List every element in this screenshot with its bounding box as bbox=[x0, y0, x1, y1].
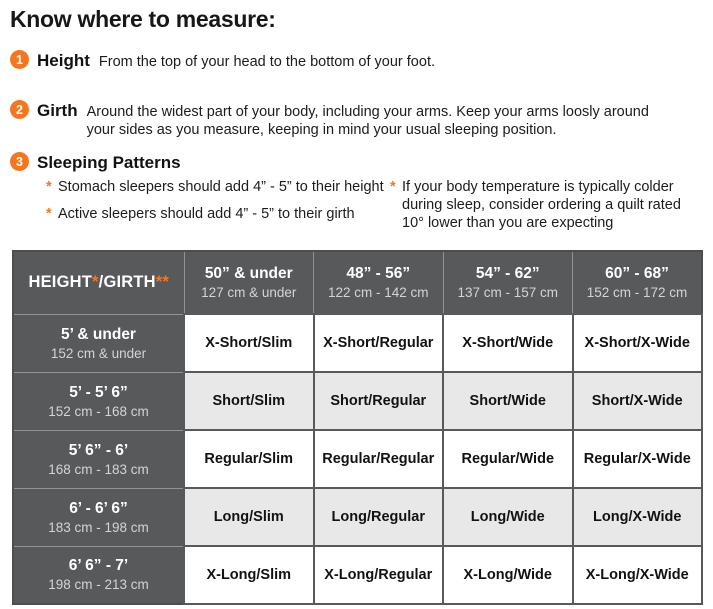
corner-divider: / bbox=[98, 273, 104, 292]
size-cell: Regular/Regular bbox=[314, 430, 444, 488]
girth-col-cm: 152 cm - 172 cm bbox=[586, 285, 688, 300]
size-cell: X-Short/X-Wide bbox=[573, 314, 703, 372]
girth-column-header bbox=[573, 251, 703, 314]
height-row-cm: 152 cm - 168 cm bbox=[48, 403, 149, 419]
height-row-header bbox=[13, 546, 184, 604]
size-cell: Short/Wide bbox=[443, 372, 573, 430]
bullet-stomach-sleepers bbox=[46, 178, 384, 196]
sleeping-patterns-bullets-right bbox=[390, 178, 706, 232]
size-cell: X-Short/Wide bbox=[443, 314, 573, 372]
size-cell: X-Long/X-Wide bbox=[573, 546, 703, 604]
bullet-body-temperature bbox=[390, 178, 706, 232]
bullet-active-sleepers-text: Active sleepers should add 4” - 5” to their girth bbox=[58, 206, 355, 222]
size-cell: Long/Wide bbox=[443, 488, 573, 546]
girth-col-inches: 54” - 62” bbox=[475, 265, 540, 282]
size-chart-row bbox=[13, 488, 702, 546]
height-row-inches: 5’ - 5’ 6” bbox=[69, 383, 128, 401]
girth-col-inches: 60” - 68” bbox=[605, 265, 669, 282]
height-row-header bbox=[13, 488, 184, 546]
size-chart-row bbox=[13, 430, 702, 488]
size-chart-row bbox=[13, 372, 702, 430]
girth-column-header bbox=[184, 251, 314, 314]
instruction-height-label: Height bbox=[37, 51, 90, 70]
height-asterisk: * bbox=[92, 273, 99, 292]
corner-height-label: HEIGHT bbox=[28, 273, 93, 292]
instruction-sleeping-patterns bbox=[10, 152, 181, 173]
temperature-text-line-1: If your body temperature is typically colder bbox=[402, 179, 674, 195]
corner-header-height-girth bbox=[13, 251, 184, 314]
temperature-text-line-3: 10° lower than you are expecting bbox=[402, 215, 614, 231]
size-chart-header-row bbox=[13, 251, 702, 314]
height-row-inches: 6’ - 6’ 6” bbox=[69, 499, 128, 517]
size-cell: Regular/X-Wide bbox=[573, 430, 703, 488]
step-3-badge: 3 bbox=[10, 152, 29, 171]
bullet-stomach-sleepers-text: Stomach sleepers should add 4” - 5” to their height bbox=[58, 179, 384, 195]
instruction-height-text: From the top of your head to the bottom of your foot. bbox=[98, 54, 435, 70]
height-row-cm: 198 cm - 213 cm bbox=[48, 577, 149, 593]
sleeping-patterns-bullets-left bbox=[46, 178, 384, 223]
height-row-cm: 168 cm - 183 cm bbox=[48, 461, 149, 477]
temperature-text-line-2: during sleep, consider ordering a quilt rated bbox=[402, 197, 681, 213]
size-cell: Short/Slim bbox=[184, 372, 314, 430]
girth-col-cm: 127 cm & under bbox=[201, 285, 297, 300]
bullet-asterisk-icon: * bbox=[46, 179, 52, 195]
instruction-girth-text bbox=[87, 100, 649, 139]
height-row-inches: 6’ 6” - 7’ bbox=[68, 557, 129, 575]
size-cell: X-Long/Slim bbox=[184, 546, 314, 604]
size-cell: X-Short/Slim bbox=[184, 314, 314, 372]
instruction-height bbox=[10, 50, 435, 71]
sleeping-patterns-label: Sleeping Patterns bbox=[37, 153, 181, 172]
girth-text-line-2: your sides as you measure, keeping in mind your usual sleeping position. bbox=[86, 122, 557, 138]
size-cell: Long/Slim bbox=[184, 488, 314, 546]
instruction-girth-label: Girth bbox=[37, 101, 78, 120]
girth-col-inches: 48” - 56” bbox=[346, 265, 411, 282]
height-row-cm: 183 cm - 198 cm bbox=[48, 519, 149, 535]
girth-column-header bbox=[314, 251, 444, 314]
size-cell: Short/X-Wide bbox=[573, 372, 703, 430]
size-cell: X-Long/Regular bbox=[314, 546, 444, 604]
height-row-header bbox=[13, 372, 184, 430]
bullet-asterisk-icon: * bbox=[390, 179, 396, 195]
size-cell: Short/Regular bbox=[314, 372, 444, 430]
step-2-badge: 2 bbox=[10, 100, 29, 119]
girth-col-cm: 137 cm - 157 cm bbox=[457, 285, 559, 300]
size-chart-table bbox=[12, 250, 703, 605]
bullet-active-sleepers bbox=[46, 205, 384, 223]
page-title: Know where to measure: bbox=[10, 6, 276, 32]
height-row-header bbox=[13, 314, 184, 372]
size-cell: Long/X-Wide bbox=[573, 488, 703, 546]
height-row-header bbox=[13, 430, 184, 488]
girth-col-inches: 50” & under bbox=[204, 265, 293, 282]
bullet-body-temperature-text bbox=[402, 178, 681, 232]
height-row-inches: 5’ 6” - 6’ bbox=[68, 441, 129, 459]
height-row-inches: 5’ & under bbox=[61, 325, 136, 343]
step-1-badge: 1 bbox=[10, 50, 29, 69]
size-cell: X-Long/Wide bbox=[443, 546, 573, 604]
bullet-asterisk-icon: * bbox=[46, 206, 52, 222]
girth-col-cm: 122 cm - 142 cm bbox=[327, 285, 429, 300]
size-chart-row bbox=[13, 546, 702, 604]
instruction-girth bbox=[10, 100, 649, 139]
girth-text-line-1: Around the widest part of your body, including your arms. Keep your arms loosly around bbox=[86, 104, 649, 120]
size-cell: Regular/Slim bbox=[184, 430, 314, 488]
corner-girth-label: GIRTH bbox=[103, 273, 156, 292]
size-cell: Regular/Wide bbox=[443, 430, 573, 488]
girth-asterisk: ** bbox=[155, 273, 170, 292]
size-chart-row bbox=[13, 314, 702, 372]
size-cell: X-Short/Regular bbox=[314, 314, 444, 372]
size-cell: Long/Regular bbox=[314, 488, 444, 546]
height-row-cm: 152 cm & under bbox=[50, 345, 147, 361]
girth-column-header bbox=[443, 251, 573, 314]
